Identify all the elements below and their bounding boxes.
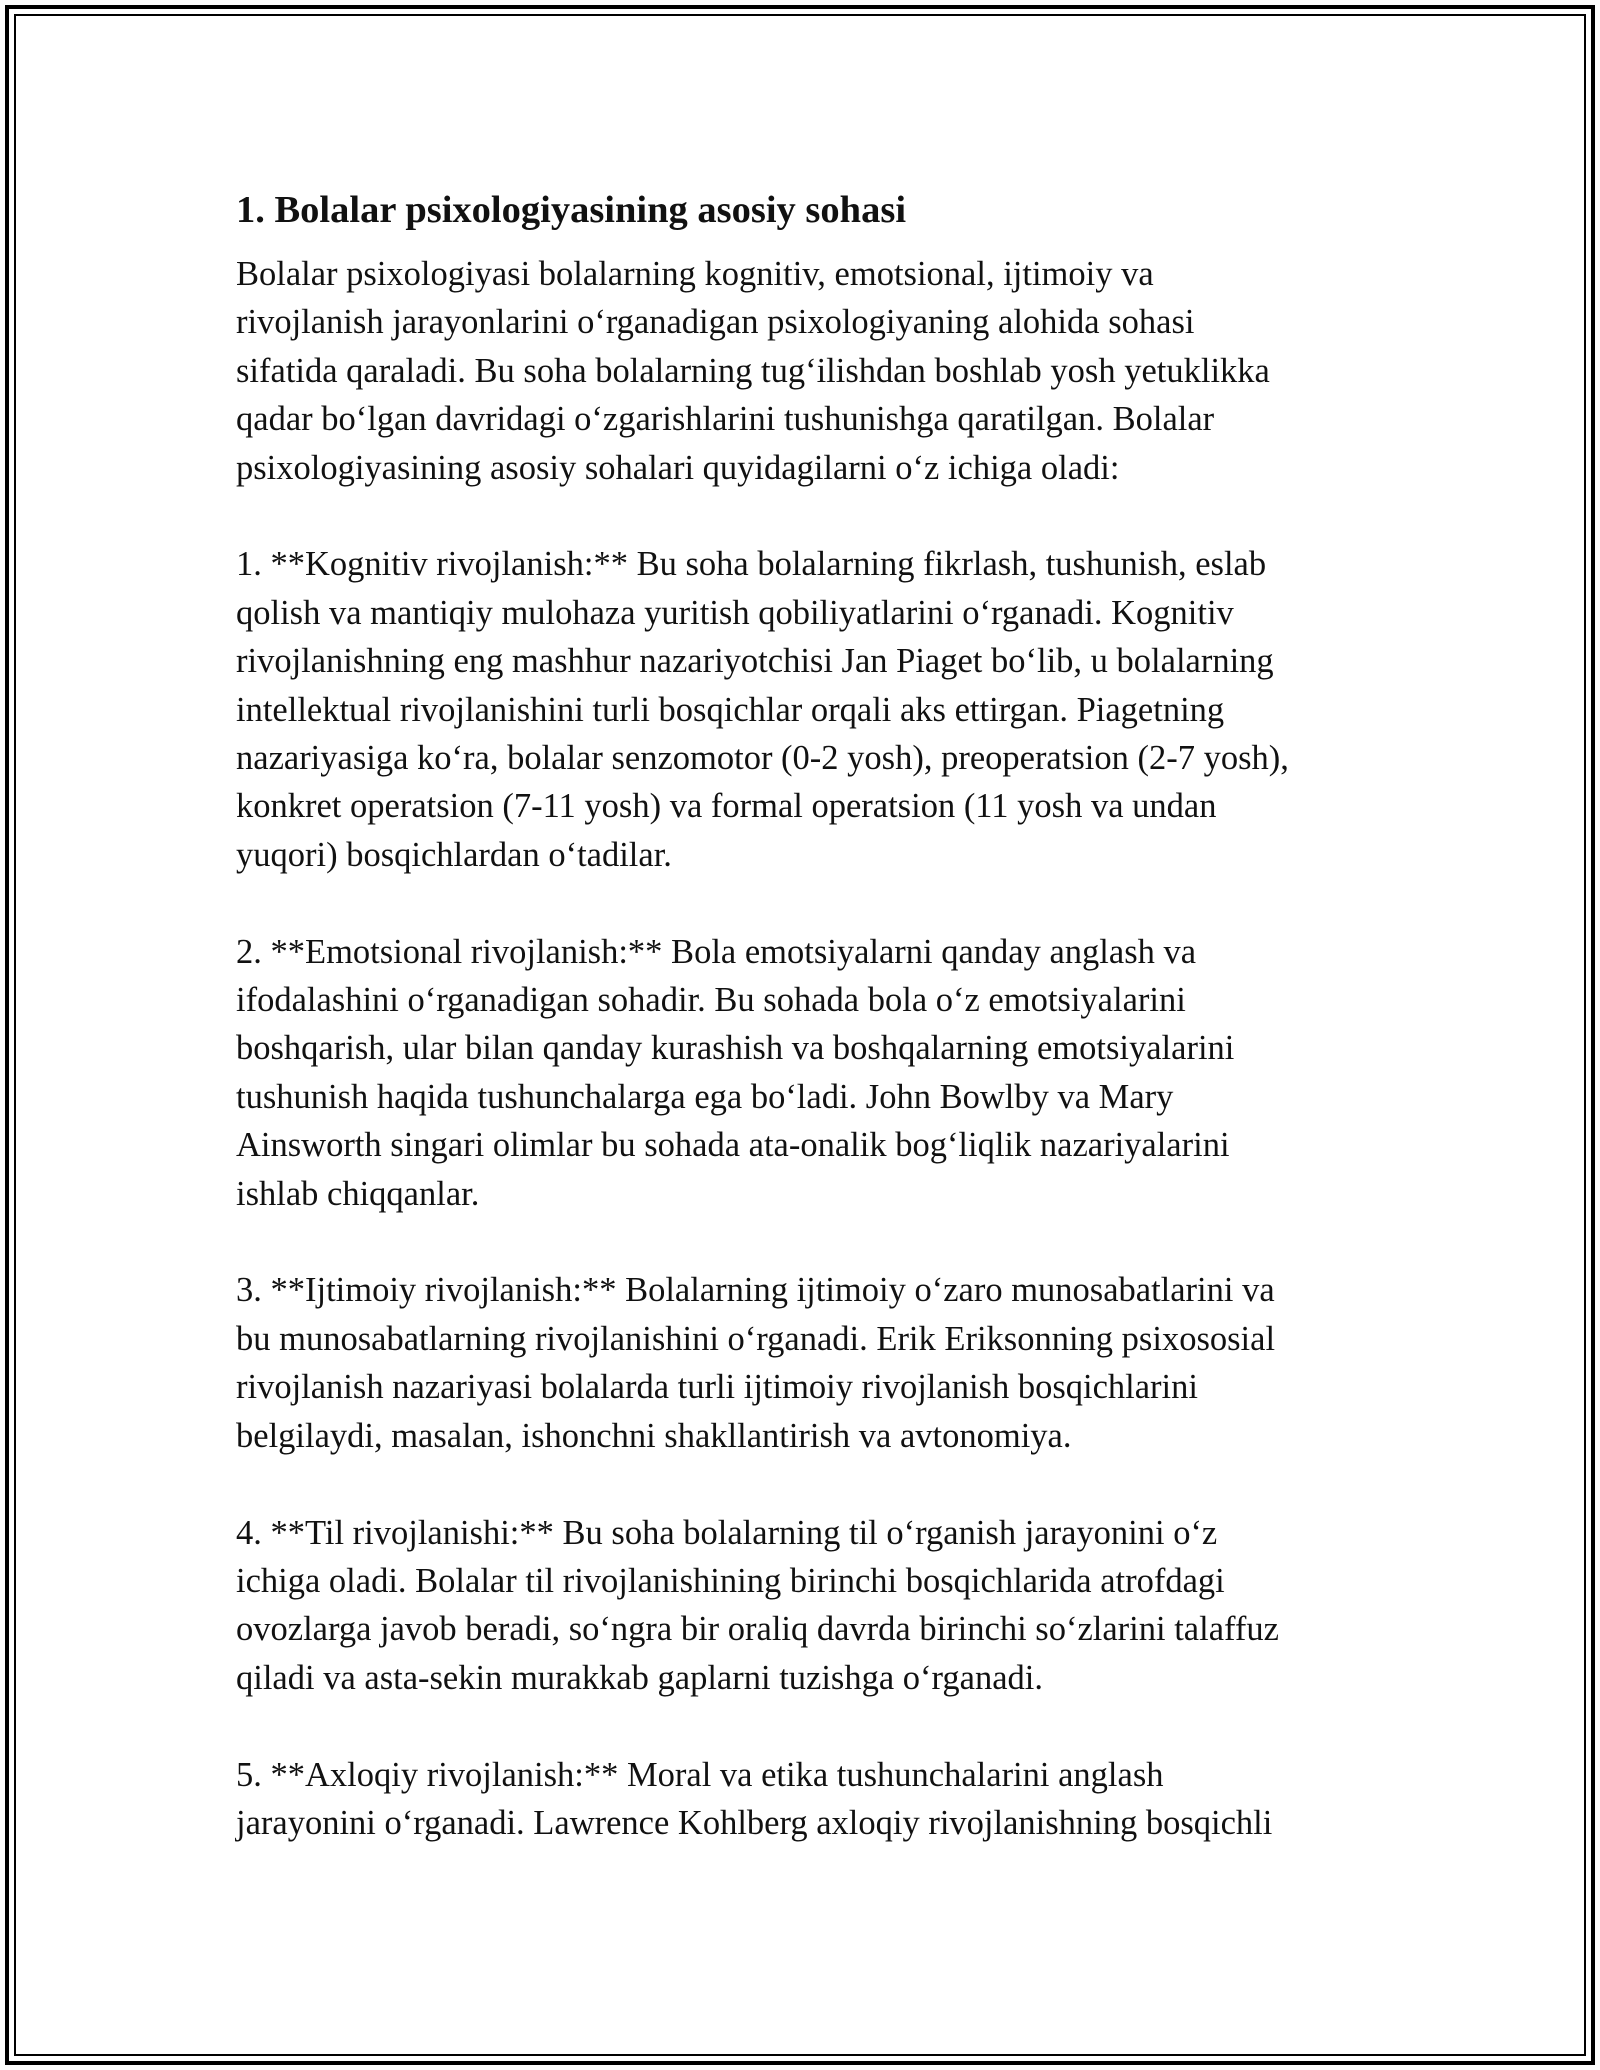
- text-line: ishlab chiqqanlar.: [236, 1174, 480, 1213]
- text-line: 5. **Axloqiy rivojlanish:** Moral va etika tushunchalarini anglash: [236, 1755, 1164, 1794]
- text-line: belgilaydi, masalan, ishonchni shakllantirish va avtonomiya.: [236, 1416, 1072, 1455]
- text-line: rivojlanish nazariyasi bolalarda turli ijtimoiy rivojlanish bosqichlarini: [236, 1368, 1198, 1407]
- document-title: 1. Bolalar psixologiyasining asosiy sohasi: [236, 189, 907, 231]
- text-line: 4. **Til rivojlanishi:** Bu soha bolalarning til o‘rganish jarayonini o‘z: [236, 1513, 1218, 1552]
- document-body: [236, 186, 1366, 1896]
- language-development-paragraph: [236, 1509, 1366, 1703]
- social-development-paragraph: [236, 1266, 1366, 1460]
- emotional-development-paragraph: [236, 928, 1366, 1218]
- text-line: qadar bo‘lgan davridagi o‘zgarishlarini tushunishga qaratilgan. Bolalar: [236, 400, 1215, 439]
- text-line: tushunish haqida tushunchalarga ega bo‘ladi. John Bowlby va Mary: [236, 1077, 1174, 1116]
- text-line: sifatida qaraladi. Bu soha bolalarning tug‘ilishdan boshlab yosh yetuklikka: [236, 351, 1270, 390]
- text-line: intellektual rivojlanishini turli bosqichlar orqali aks ettirgan. Piagetning: [236, 690, 1225, 729]
- text-line: psixologiyasining asosiy sohalari quyidagilarni o‘z ichiga oladi:: [236, 448, 1120, 487]
- text-line: ichiga oladi. Bolalar til rivojlanishining birinchi bosqichlarida atrofdagi: [236, 1561, 1225, 1600]
- text-line: qolish va mantiqiy mulohaza yuritish qobiliyatlarini o‘rganadi. Kognitiv: [236, 593, 1234, 632]
- text-line: ifodalashini o‘rganadigan sohadir. Bu sohada bola o‘z emotsiyalarini: [236, 981, 1186, 1020]
- moral-development-paragraph: [236, 1751, 1366, 1848]
- text-line: konkret operatsion (7-11 yosh) va formal operatsion (11 yosh va undan: [236, 787, 1217, 826]
- text-line: bu munosabatlarning rivojlanishini o‘rganadi. Erik Eriksonning psixososial: [236, 1319, 1276, 1358]
- text-line: rivojlanish jarayonlarini o‘rganadigan psixologiyaning alohida sohasi: [236, 303, 1195, 342]
- text-line: Ainsworth singari olimlar bu sohada ata-onalik bog‘liqlik nazariyalarini: [236, 1126, 1230, 1165]
- text-line: 2. **Emotsional rivojlanish:** Bola emotsiyalarni qanday anglash va: [236, 932, 1197, 971]
- text-line: boshqarish, ular bilan qanday kurashish va boshqalarning emotsiyalarini: [236, 1029, 1235, 1068]
- text-line: qiladi va asta-sekin murakkab gaplarni tuzishga o‘rganadi.: [236, 1658, 1043, 1697]
- text-line: Bolalar psixologiyasi bolalarning kognitiv, emotsional, ijtimoiy va: [236, 255, 1154, 293]
- intro-paragraph: [236, 250, 1366, 492]
- text-line: jarayonini o‘rganadi. Lawrence Kohlberg axloqiy rivojlanishning bosqichli: [236, 1803, 1273, 1842]
- cognitive-development-paragraph: [236, 540, 1366, 879]
- text-line: yuqori) bosqichlardan o‘tadilar.: [236, 835, 672, 874]
- text-line: nazariyasiga ko‘ra, bolalar senzomotor (0-2 yosh), preoperatsion (2-7 yosh),: [236, 739, 1289, 778]
- text-line: rivojlanishning eng mashhur nazariyotchisi Jan Piaget bo‘lib, u bolalarning: [236, 642, 1274, 681]
- text-line: ovozlarga javob beradi, so‘ngra bir oraliq davrda birinchi so‘zlarini talaffuz: [236, 1610, 1279, 1649]
- text-line: 1. **Kognitiv rivojlanish:** Bu soha bolalarning fikrlash, tushunish, eslab: [236, 545, 1267, 584]
- text-line: 3. **Ijtimoiy rivojlanish:** Bolalarning ijtimoiy o‘zaro munosabatlarini va: [236, 1271, 1275, 1310]
